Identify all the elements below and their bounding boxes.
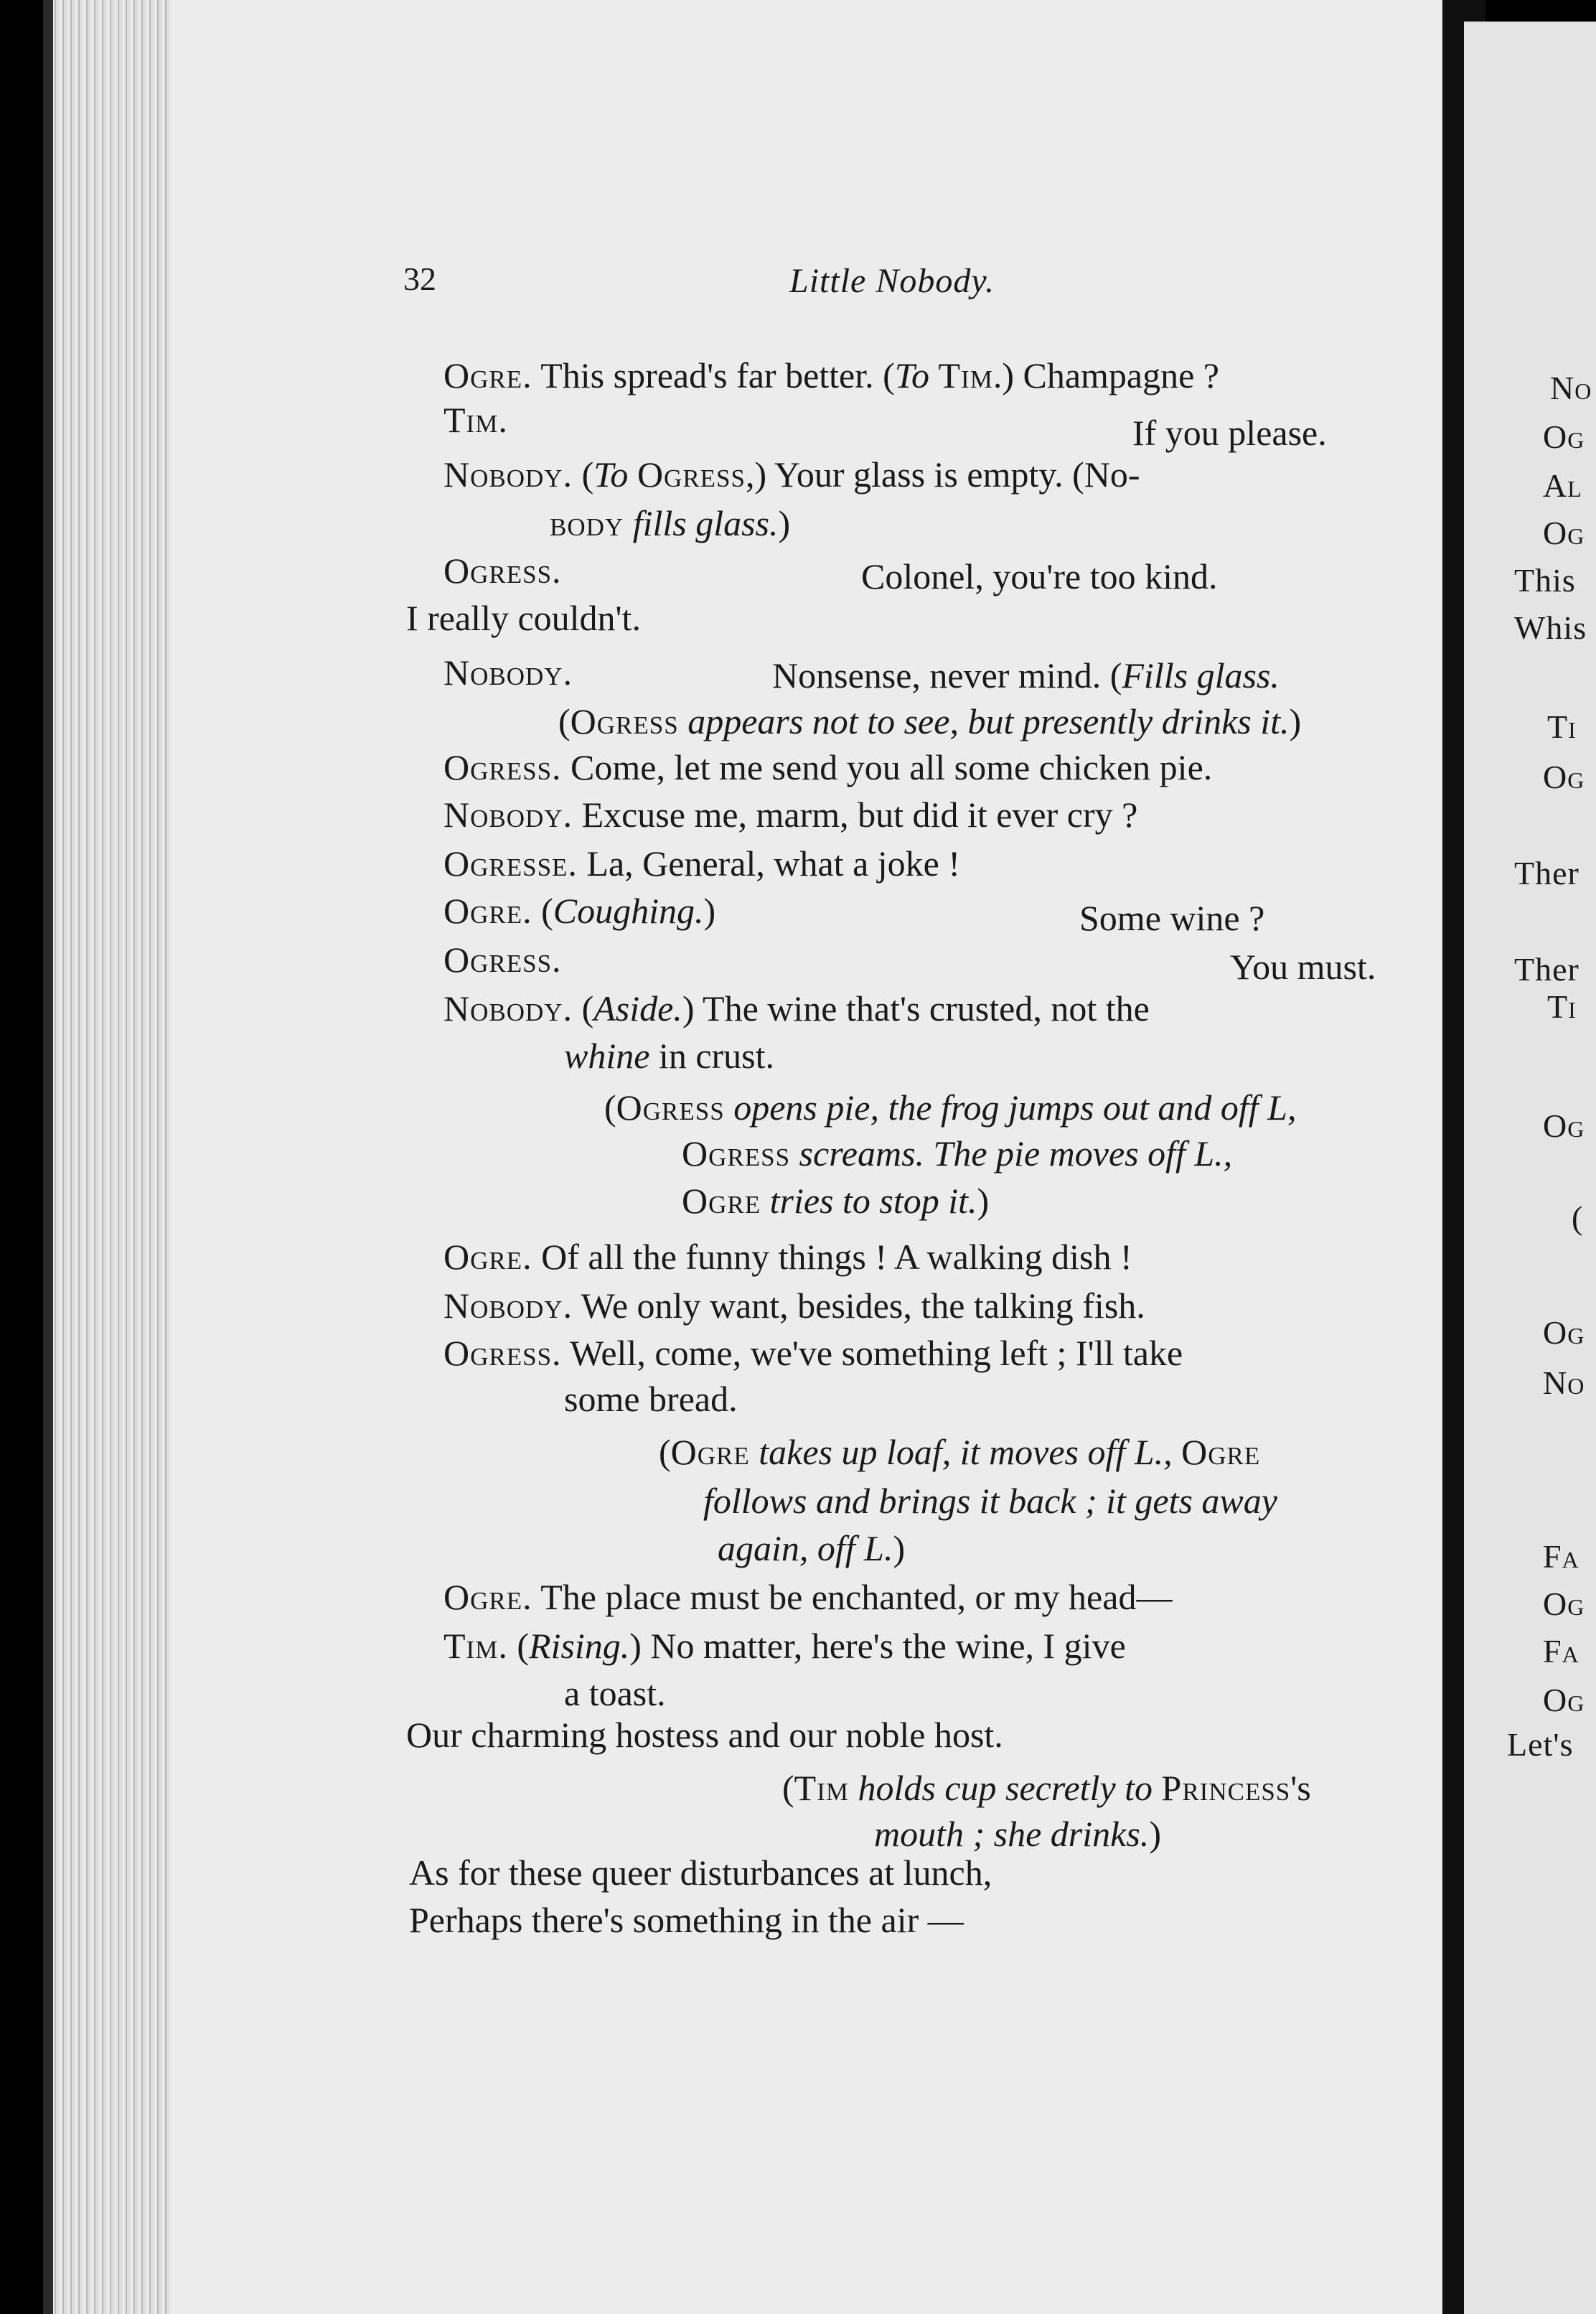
stage-direction-line [604,1087,1297,1128]
line-text [929,355,939,395]
stage-direction: follows and brings it back ; it gets away [703,1481,1277,1521]
character-name: Ogre [1181,1432,1261,1472]
speaker: Tim. [443,1626,508,1666]
stage-direction-line [874,1816,1161,1852]
speaker: Ogre. [443,1237,532,1277]
facing-page-fragment: Ti [1547,708,1577,745]
stage-direction: screams. The pie moves off L., [790,1133,1233,1174]
line-text: ) No matter, here's the wine, I give [629,1626,1126,1666]
speaker: Ogress. [443,747,562,787]
stage-direction: Aside. [593,988,682,1029]
line-text: You must. [1230,947,1376,987]
speaker: Tim. [443,400,508,440]
dialogue-line [443,843,961,884]
page-number: 32 [403,261,436,297]
line-text: The place must be enchanted, or my head— [540,1577,1173,1617]
stage-direction-line [558,703,1301,739]
dialogue-line [443,1628,1416,1664]
line-text: Perhaps there's something in the air — [409,1900,964,1940]
facing-page-fragment: Og [1543,1585,1585,1622]
facing-page [1464,22,1596,2314]
line-text: Our charming hostess and our noble host. [406,1715,1003,1755]
stage-direction: fills glass. [624,503,779,543]
facing-page-fragment: Og [1543,1682,1585,1718]
stage-direction: appears not to see, but presently drinks it. [678,701,1290,741]
line-text: in crust. [649,1036,775,1076]
line-text: a toast. [564,1673,666,1713]
line-text: ( [782,1768,794,1808]
line-text: ( [581,988,594,1029]
dialogue-line [443,797,1137,833]
stage-direction-line [682,1133,1233,1174]
character-name: Ogress [570,701,679,741]
dialogue-line [443,893,715,929]
character-name: Ogre [670,1432,750,1472]
speaker: Nobody. [443,652,573,693]
facing-page-fragment: Fa [1543,1633,1579,1669]
stage-direction: again, off L. [718,1528,893,1568]
facing-page-fragment: Fa [1543,1538,1579,1575]
stage-direction: holds cup secretly to [848,1768,1162,1808]
line-text: Colonel, you're too kind. [861,556,1218,596]
facing-page-fragment: Al [1543,467,1582,504]
facing-page-fragment: Ti [1547,988,1577,1025]
speaker: Ogre. [443,1577,532,1617]
line-text: We only want, besides, the talking fish. [581,1285,1145,1326]
line-text: Of all the funny things ! A walking dish ! [541,1237,1132,1277]
book-spine-shadow [43,0,53,2314]
facing-page-fragment: Og [1543,759,1585,795]
line-text: Nonsense, never mind. ( [772,655,1122,695]
facing-page-fragment: Og [1543,515,1585,551]
line-text: Come, let me send you all some chicken pie. [571,747,1213,787]
dialogue-line [443,1239,1132,1275]
dialogue-line [564,1038,774,1074]
character-name: Ogress [637,454,746,495]
line-text: ,) Your glass is empty. (No- [745,454,1140,495]
line-text: some bread. [564,1379,738,1419]
line-text: ( [541,891,553,931]
line-text: Excuse me, marm, but did it ever cry ? [581,795,1138,835]
stage-direction: tries to stop it. [761,1181,977,1221]
stage-direction-line [782,1770,1311,1806]
line-text: Well, come, we've something left ; I'll take [570,1333,1183,1373]
facing-page-fragment: Let's [1507,1726,1574,1763]
line-text: Some wine ? [1079,898,1265,938]
dialogue-line [443,454,1416,495]
stage-direction: mouth ; she drinks. [874,1814,1150,1854]
stage-direction: Rising. [528,1626,630,1666]
character-name: body [550,503,624,543]
character-name: Ogress [682,1133,791,1174]
stage-direction: To [593,454,629,495]
line-text: 's [1290,1768,1311,1808]
page-edge-stack [43,0,179,2314]
speaker: Nobody. [443,1285,573,1326]
speaker: Nobody. [443,988,573,1029]
stage-direction-line [718,1530,905,1566]
line-text: ) [1149,1814,1161,1854]
speaker: Ogress. [443,551,562,591]
character-name: Tim [794,1768,849,1808]
facing-page-fragment: Ther [1514,951,1579,988]
character-name: Ogre [682,1181,761,1221]
line-text: If you please. [1132,413,1327,453]
stage-direction: takes up loaf, it moves off L., [749,1432,1182,1472]
line-text: ) [703,891,716,931]
line-text: ( [581,454,594,495]
speaker: Ogre. [443,891,532,931]
facing-page-fragment: No [1543,1364,1585,1401]
line-text: ( [659,1432,671,1472]
stage-direction-line [659,1434,1260,1470]
character-name: Tim [938,355,993,395]
line-text: .) Champagne ? [992,355,1219,395]
line-text: This spread's far better. ( [540,355,895,395]
stage-direction: opens pie, the frog jumps out and off L, [724,1087,1297,1128]
stage-direction: Coughing. [553,891,704,931]
book-page [172,0,1442,2314]
line-text: ) [977,1181,990,1221]
stage-direction: Fills glass. [1122,655,1280,695]
line-text: I really couldn't. [406,598,641,638]
dialogue-line [772,657,1280,693]
dialogue-line [550,505,790,541]
line-text: whine [564,1036,650,1076]
facing-page-fragment: Og [1543,418,1585,455]
character-name: Princess [1161,1768,1291,1808]
character-name: Ogress [616,1087,725,1128]
stage-direction: To [894,355,929,395]
dialogue-line [443,1335,1183,1371]
stage-direction-line [682,1183,989,1219]
speaker: Nobody. [443,454,573,495]
speaker: Ogresse. [443,843,578,884]
dialogue-line [443,1579,1172,1615]
speaker: Ogress. [443,940,562,980]
facing-page-fragment: Og [1543,1314,1585,1351]
facing-page-fragment: Whis [1514,609,1587,646]
line-text: ) The wine that's crusted, not the [682,988,1150,1029]
dialogue-line [443,749,1212,785]
speaker: Ogre. [443,355,532,395]
line-text: ( [517,1626,529,1666]
line-text: ) [778,503,791,543]
line-text: As for these queer disturbances at lunch, [409,1852,992,1893]
facing-page-fragment: ( [1572,1199,1584,1236]
line-text: ( [604,1087,616,1128]
facing-page-fragment: Ther [1514,855,1579,891]
running-head: Little Nobody. [789,262,995,300]
speaker: Nobody. [443,795,573,835]
line-text: ) [893,1528,906,1568]
dialogue-line [443,988,1416,1029]
line-text: ) [1289,701,1302,741]
speaker: Ogress. [443,1333,562,1373]
facing-page-fragment: No [1550,370,1592,406]
facing-page-fragment: This [1514,562,1576,599]
dialogue-line [443,1285,1145,1326]
facing-page-fragment: Og [1543,1107,1585,1144]
line-text [628,454,637,495]
line-text: ( [558,701,571,741]
dialogue-line [443,357,1416,393]
line-text: La, General, what a joke ! [586,843,961,884]
